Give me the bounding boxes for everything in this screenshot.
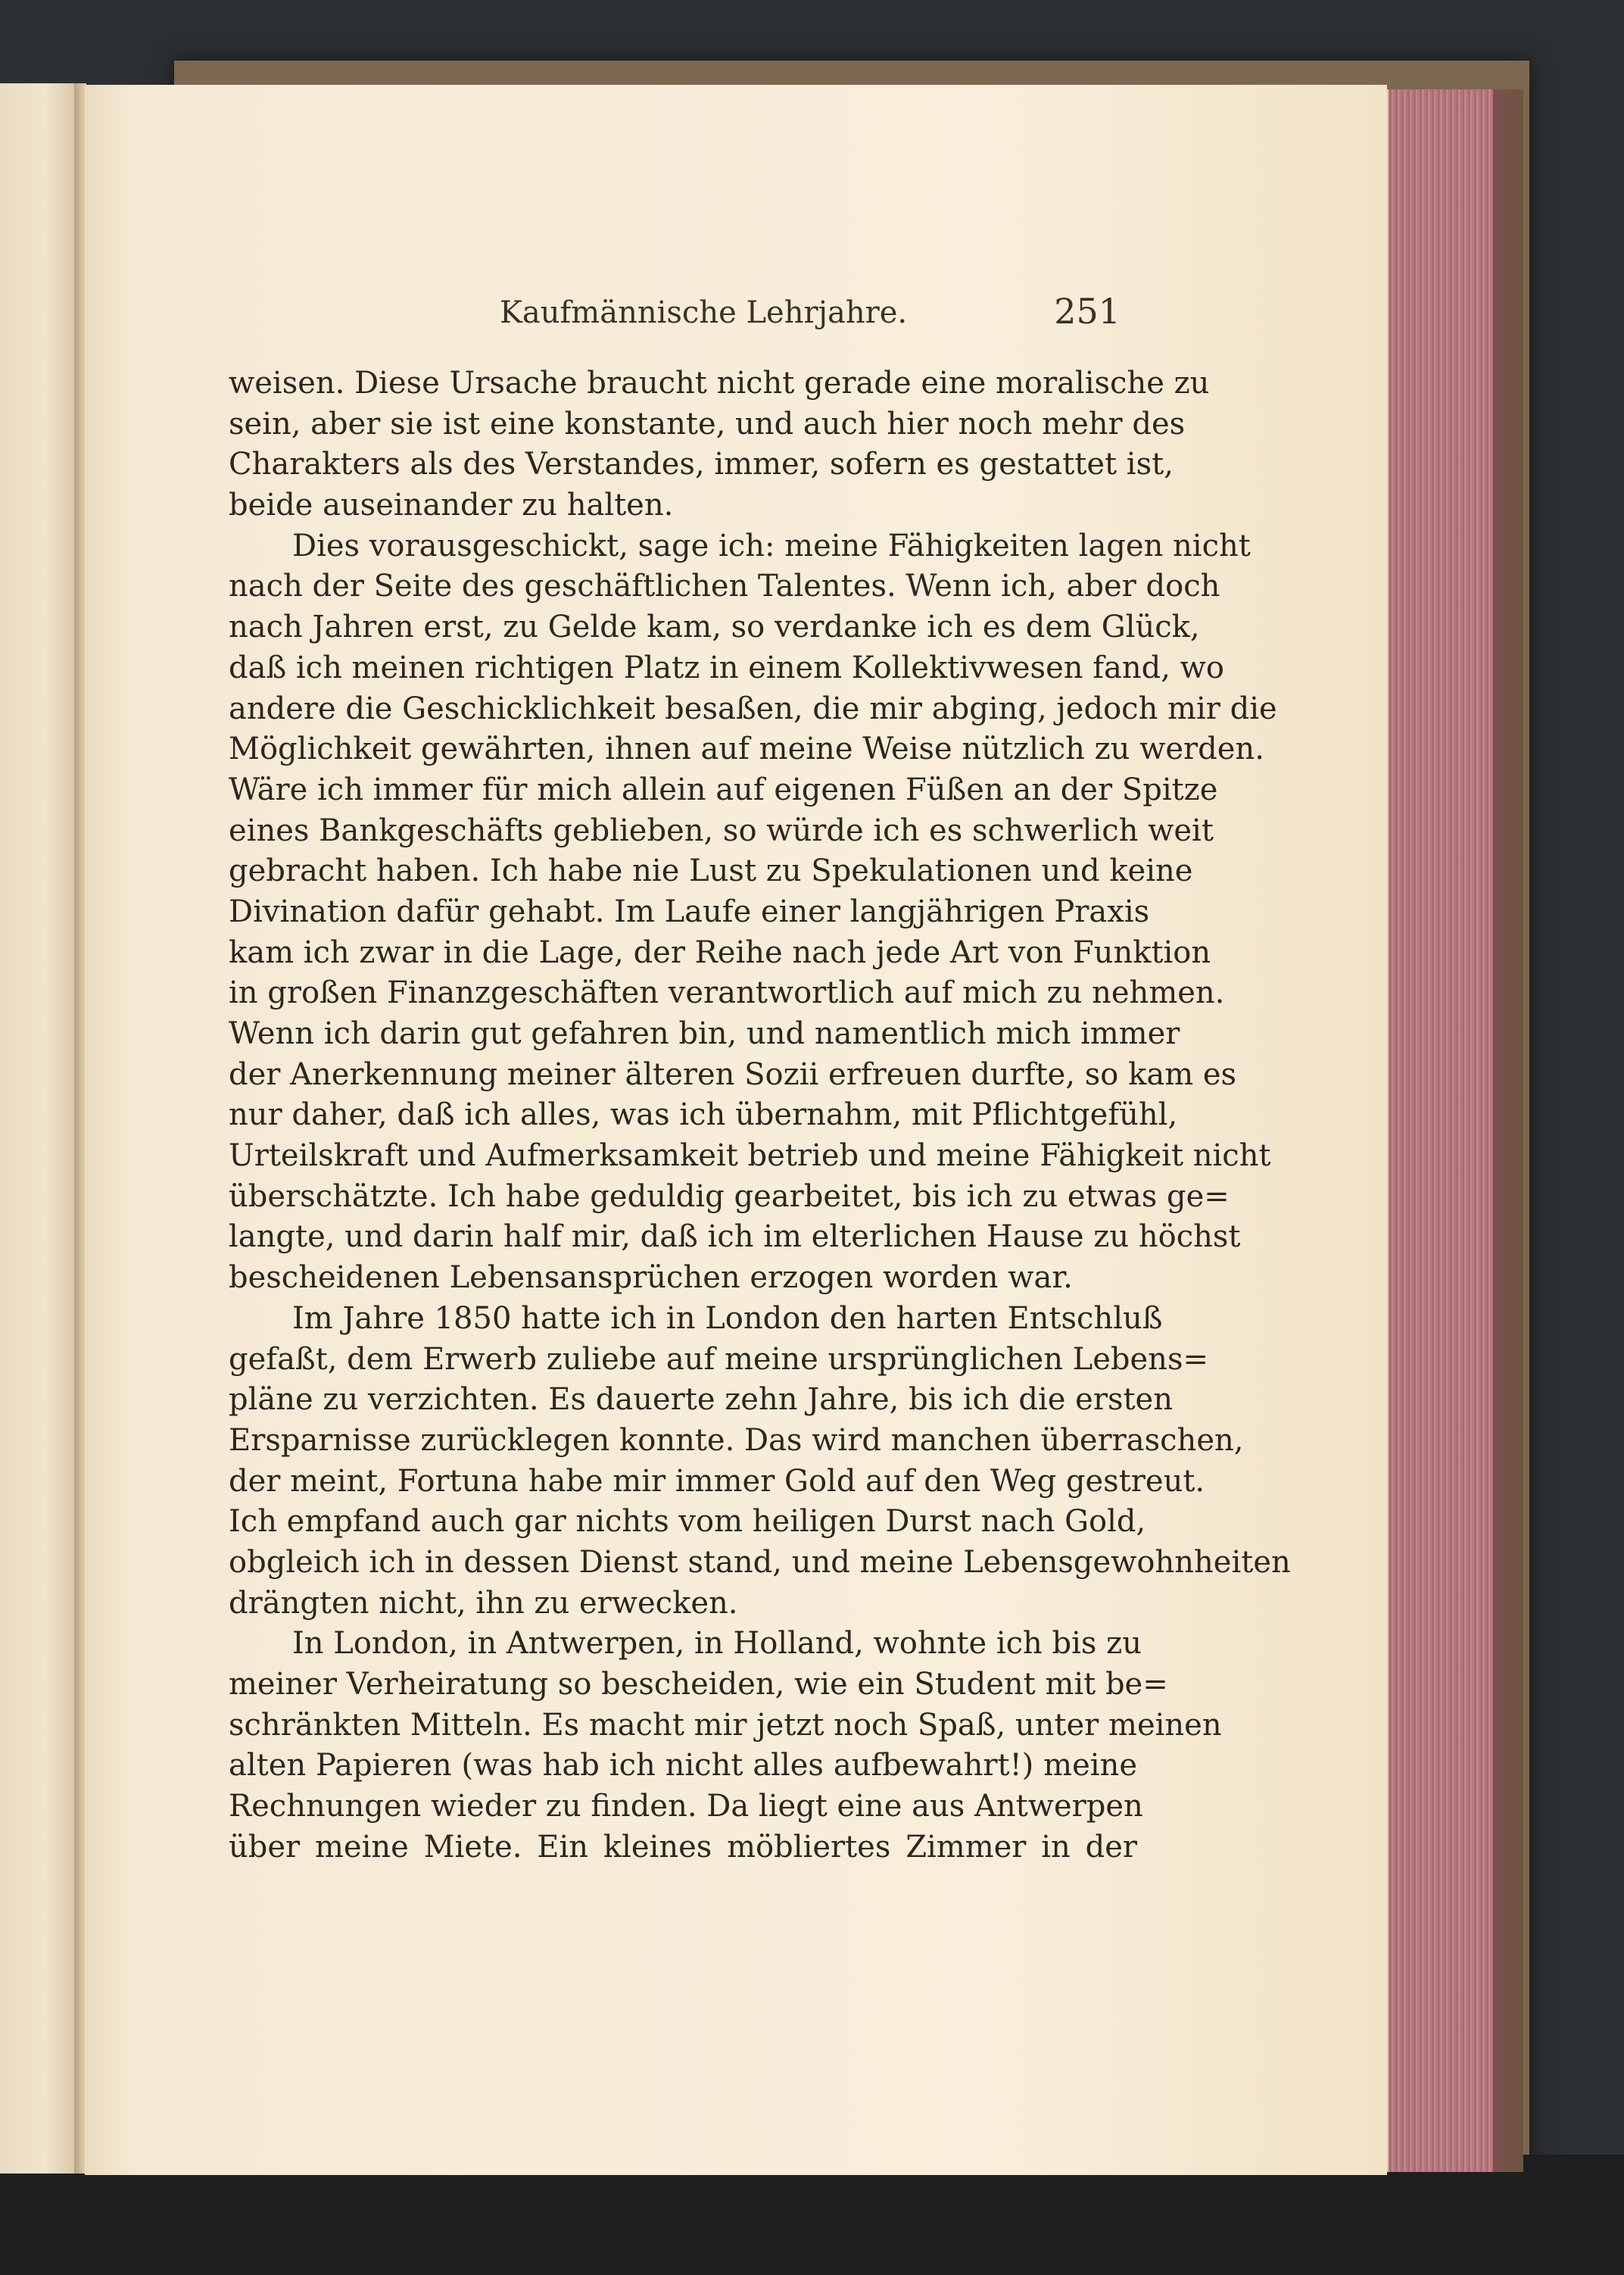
text-line: gefaßt, dem Erwerb zuliebe auf meine ursprünglichen Lebens= <box>229 1341 1208 1377</box>
text-line: In London, in Antwerpen, in Holland, wohnte ich bis zu <box>292 1626 1142 1662</box>
text-line: obgleich ich in dessen Dienst stand, und meine Lebensgewohnheiten <box>229 1544 1291 1580</box>
text-line: über meine Miete. Ein kleines möbliertes Zimmer in der <box>229 1829 1137 1865</box>
text-line: beide auseinander zu halten. <box>229 488 674 523</box>
text-line: nur daher, daß ich alles, was ich übernahm, mit Pflichtgefühl, <box>229 1097 1178 1133</box>
text-line: gebracht haben. Ich habe nie Lust zu Spekulationen und keine <box>229 854 1193 889</box>
text-line: pläne zu verzichten. Es dauerte zehn Jahre, bis ich die ersten <box>229 1382 1173 1418</box>
text-line: meiner Verheiratung so bescheiden, wie ein Student mit be= <box>229 1667 1168 1702</box>
text-line: Charakters als des Verstandes, immer, sofern es gestattet ist, <box>229 447 1174 482</box>
text-line: alten Papieren (was hab ich nicht alles aufbewahrt!) meine <box>229 1748 1137 1783</box>
page-body <box>229 364 1291 1868</box>
page-block-edges <box>1387 89 1495 2172</box>
page-header <box>227 291 1121 341</box>
text-line: Wäre ich immer für mich allein auf eigenen Füßen an der Spitze <box>229 772 1218 807</box>
text-line: sein, aber sie ist eine konstante, und auch hier noch mehr des <box>229 406 1186 442</box>
left-page-edge <box>0 83 78 2174</box>
text-line: daß ich meinen richtigen Platz in einem Kollektivwesen fand, wo <box>229 650 1224 685</box>
text-line: der Anerkennung meiner älteren Sozii erfreuen durfte, so kam es <box>229 1056 1237 1092</box>
page-number: 251 <box>1054 291 1121 332</box>
text-line: Ich empfand auch gar nichts vom heiligen Durst nach Gold, <box>229 1504 1146 1540</box>
text-line: Wenn ich darin gut gefahren bin, und namentlich mich immer <box>229 1016 1180 1051</box>
cover-edge-shadow <box>1493 89 1523 2172</box>
text-line: der meint, Fortuna habe mir immer Gold auf den Weg gestreut. <box>229 1463 1205 1499</box>
text-line: nach der Seite des geschäftlichen Talentes. Wenn ich, aber doch <box>229 569 1220 604</box>
text-line: nach Jahren erst, zu Gelde kam, so verdanke ich es dem Glück, <box>229 610 1200 645</box>
text-line: Urteilskraft und Aufmerksamkeit betrieb und meine Fähigkeit nicht <box>229 1138 1271 1174</box>
text-line: kam ich zwar in die Lage, der Reihe nach jede Art von Funktion <box>229 935 1211 970</box>
text-line: bescheidenen Lebensansprüchen erzogen worden war. <box>229 1260 1073 1296</box>
text-line: Dies vorausgeschickt, sage ich: meine Fähigkeiten lagen nicht <box>292 528 1251 563</box>
text-line: Rechnungen wieder zu finden. Da liegt eine aus Antwerpen <box>229 1789 1143 1824</box>
text-line: schränkten Mitteln. Es macht mir jetzt noch Spaß, unter meinen <box>229 1707 1222 1743</box>
text-line: drängten nicht, ihn zu erwecken. <box>229 1585 738 1621</box>
text-line: Möglichkeit gewährten, ihnen auf meine Weise nützlich zu werden. <box>229 732 1264 767</box>
text-line: Ersparnisse zurücklegen konnte. Das wird manchen überraschen, <box>229 1422 1244 1458</box>
text-line: andere die Geschicklichkeit besaßen, die mir abging, jedoch mir die <box>229 691 1277 726</box>
text-line: überschätzte. Ich habe geduldig gearbeitet, bis ich zu etwas ge= <box>229 1178 1230 1214</box>
text-line: weisen. Diese Ursache braucht nicht gerade eine moralische zu <box>229 366 1210 401</box>
text-line: in großen Finanzgeschäften verantwortlich auf mich zu nehmen. <box>229 975 1225 1011</box>
text-line: langte, und darin half mir, daß ich im elterlichen Hause zu höchst <box>229 1219 1241 1255</box>
running-head: Kaufmännische Lehrjahre. <box>500 295 908 330</box>
text-line: Im Jahre 1850 hatte ich in London den harten Entschluß <box>292 1300 1163 1336</box>
text-line: eines Bankgeschäfts geblieben, so würde ich es schwerlich weit <box>229 813 1214 848</box>
text-line: Divination dafür gehabt. Im Laufe einer langjährigen Praxis <box>229 894 1150 929</box>
